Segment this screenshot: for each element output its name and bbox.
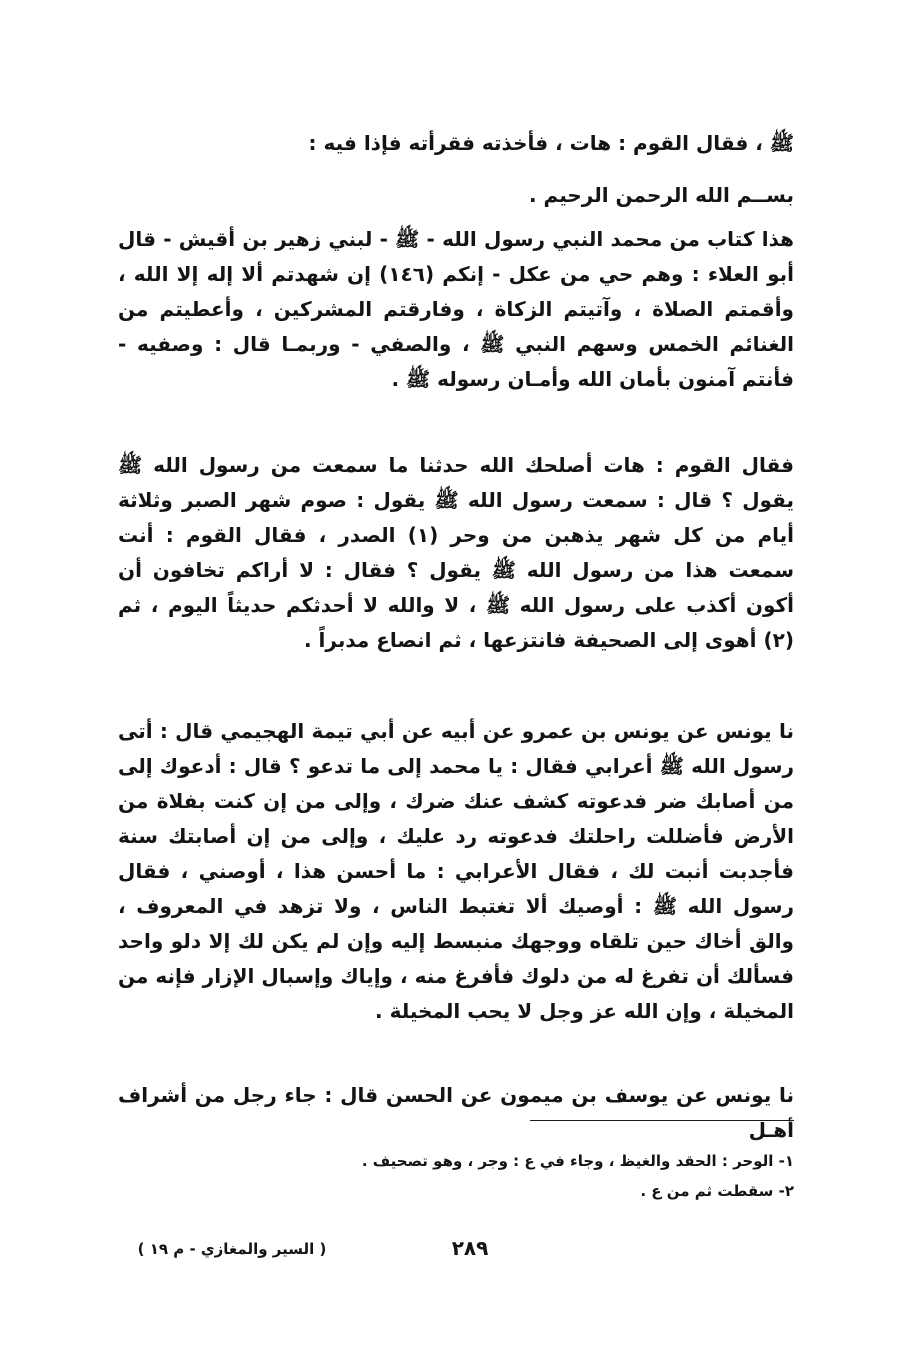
paragraph-intro: ﷺ ، فقال القوم : هات ، فأخذته فقرأته فإذا فيه :	[308, 131, 794, 155]
paragraph-hadith-2: نا يونس عن يونس بن عمرو عن أبيه عن أبي تيمة الهجيمي قال : أتى رسول الله ﷺ أعرابي فقال : يا محمد إلى ما تدعو ؟ قال : أدعوك إلى من أصابك ضر فدعوته كشف عنك ضرك ، وإلى من إن كنت بفلاة من الأرض فأضللت راحلتك فدعوته رد عليك ، وإلى من إن أصابتك سنة فأجدبت أنبت لك ، فقال الأعرابي : ما أحسن هذا ، أوصني ، فقال رسول الله ﷺ : أوصيك ألا تغتبط الناس ، ولا تزهد في المعروف ، والق أخاك حين تلقاه ووجهك منبسط إليه وإن لم يكن لك إلا دلو واحد فسألك أن تفرغ له من دلوك فأفرغ منه ، وإياك وإسبال الإزار فإنه من المخيلة ، وإن الله عز وجل لا يحب المخيلة .	[118, 719, 794, 1023]
body-text-bismillah	[118, 178, 814, 213]
paragraph-bismillah: بســم الله الرحمن الرحيم .	[528, 183, 794, 207]
signature-mark: ( السير والمغازي - م ١٩ )	[137, 1240, 327, 1258]
body-text-intro	[118, 126, 794, 161]
page-number: ٢٨٩	[451, 1236, 489, 1260]
footnote-1: ١- الوحر : الحقد والغيظ ، وجاء في ع : وجر ، وهو تصحيف .	[361, 1152, 794, 1170]
body-text-letter	[118, 222, 794, 397]
paragraph-hadith-3: نا يونس عن يوسف بن ميمون عن الحسن قال : جاء رجل من أشراف أهـل	[118, 1083, 794, 1142]
footnote-2: ٢- سقطت ثم من ع .	[640, 1182, 794, 1200]
footnote-divider	[530, 1120, 794, 1121]
footnotes	[240, 1146, 794, 1206]
body-text-hadith-1	[118, 448, 794, 658]
body-text-hadith-3	[118, 1078, 794, 1148]
body-text-hadith-2	[118, 714, 794, 1029]
paragraph-letter: هذا كتاب من محمد النبي رسول الله - ﷺ - لبني زهير بن أقيش - قال أبو العلاء : وهم حي من عكل - إنكم (١٤٦) إن شهدتم ألا إله إلا الله ، وأقمتم الصلاة ، وآتيتم الزكاة ، وفارقتم المشركين ، وأعطيتم من الغنائم الخمس وسهم النبي ﷺ ، والصفي - وربمـا قال : وصفيه - فأنتم آمنون بأمان الله وأمـان رسوله ﷺ .	[118, 227, 794, 391]
paragraph-hadith-1: فقال القوم : هات أصلحك الله حدثنا ما سمعت من رسول الله ﷺ يقول ؟ قال : سمعت رسول الله ﷺ يقول : صوم شهر الصبر وثلاثة أيام من كل شهر يذهبن من وحر (١) الصدر ، فقال القوم : أنت سمعت هذا من رسول الله ﷺ يقول ؟ فقال : لا أراكم تخافون أن أكون أكذب على رسول الله ﷺ ، لا والله لا أحدثكم حديثاً اليوم ، ثم (٢) أهوى إلى الصحيفة فانتزعها ، ثم انصاع مدبراً .	[118, 453, 795, 652]
